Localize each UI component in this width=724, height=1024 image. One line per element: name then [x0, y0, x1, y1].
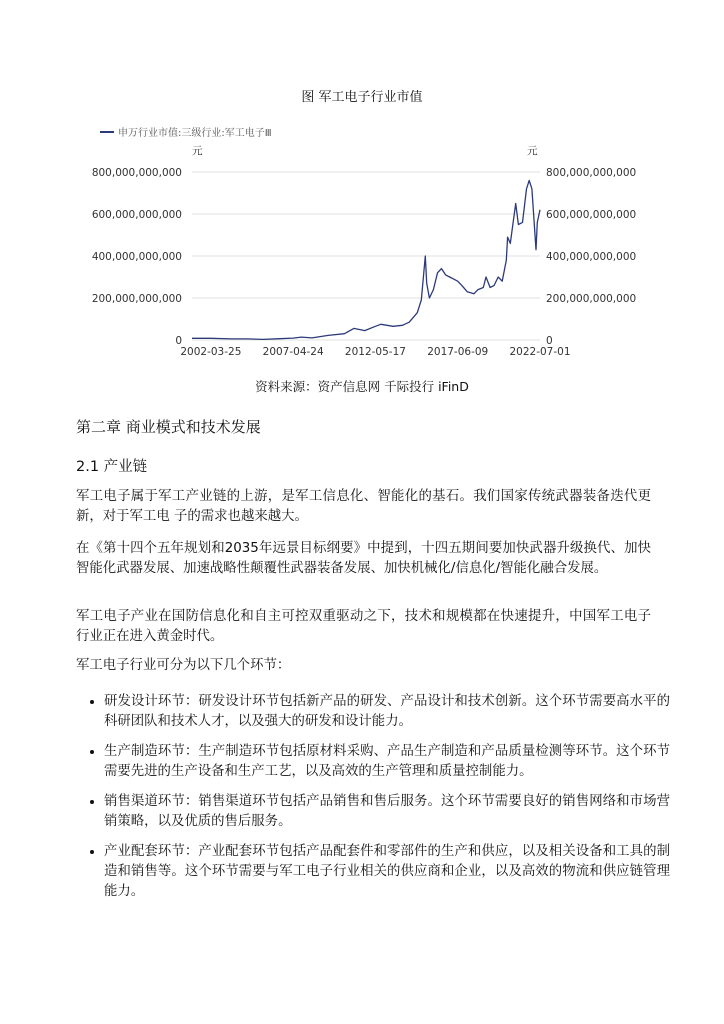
list-item: • 产业配套环节：产业配套环节包括产品配套件和零部件的生产和供应，以及相关设备和工具的制造和销售等。这个环节需要与军工电子行业相关的供应商和企业，以及高效的物流和供应链管理能力。	[104, 842, 670, 902]
y-tick-label-left: 400,000,000,000	[91, 251, 182, 263]
paragraph: 军工电子行业可分为以下几个环节：	[76, 658, 291, 673]
section-heading: 2.1 产业链	[76, 459, 148, 475]
chart-axes	[92, 145, 636, 358]
x-tick-label: 2017-06-09	[427, 346, 489, 358]
y-tick-label-left: 0	[175, 335, 182, 347]
series-line	[192, 180, 540, 339]
paragraph: 军工电子属于军工产业链的上游，是军工信息化、智能化的基石。我们国家传统武器装备迭代更新，对于军工电 子的需求也越来越大。	[76, 489, 651, 524]
paragraph: 军工电子产业在国防信息化和自主可控双重驱动之下，技术和规模都在快速提升，中国军工电子行业正在进入黄金时代。	[76, 609, 651, 644]
figure-source: 资料来源：资产信息网 千际投行 iFinD	[255, 379, 469, 394]
chapter-heading: 第二章 商业模式和技术发展	[76, 418, 261, 436]
chart-legend	[100, 124, 272, 139]
x-tick-label: 2012-05-17	[344, 346, 406, 358]
y-unit-left: 元	[192, 145, 203, 157]
chart-series	[192, 180, 540, 339]
legend-line-swatch	[100, 131, 114, 133]
x-tick-label: 2007-04-24	[262, 346, 324, 358]
y-tick-label-left: 600,000,000,000	[91, 209, 182, 221]
x-tick-label: 2022-07-01	[509, 346, 571, 358]
list-item: • 销售渠道环节：销售渠道环节包括产品销售和售后服务。这个环节需要良好的销售网络和市场营销策略，以及优质的售后服务。	[104, 792, 670, 832]
legend-series-label: 申万行业市值:三级行业:军工电子Ⅲ	[118, 128, 272, 139]
y-unit-right: 元	[527, 145, 538, 157]
y-tick-label-left: 200,000,000,000	[91, 293, 182, 305]
figure-title: 图 军工电子行业市值	[301, 90, 423, 105]
bullet-list	[84, 692, 670, 912]
y-tick-label-right: 400,000,000,000	[546, 251, 637, 263]
paragraph: 在《第十四个五年规划和2035年远景目标纲要》中提到，十四五期间要加快武器升级换代、加快智能化武器发展、加速战略性颠覆性武器装备发展、加快机械化/信息化/智能化融合发展。	[76, 541, 651, 576]
y-tick-label-right: 0	[546, 335, 553, 347]
y-tick-label-left: 800,000,000,000	[91, 167, 182, 179]
y-tick-label-right: 600,000,000,000	[546, 209, 637, 221]
chart-grid	[192, 172, 540, 340]
list-item: • 生产制造环节：生产制造环节包括原材料采购、产品生产制造和产品质量检测等环节。这个环节需要先进的生产设备和生产工艺，以及高效的生产管理和质量控制能力。	[104, 742, 670, 782]
market-cap-line-chart	[0, 140, 724, 365]
list-item: • 研发设计环节：研发设计环节包括新产品的研发、产品设计和技术创新。这个环节需要高水平的科研团队和技术人才，以及强大的研发和设计能力。	[104, 692, 670, 732]
y-tick-label-right: 200,000,000,000	[546, 293, 637, 305]
y-tick-label-right: 800,000,000,000	[546, 167, 637, 179]
x-tick-label: 2002-03-25	[180, 346, 242, 358]
